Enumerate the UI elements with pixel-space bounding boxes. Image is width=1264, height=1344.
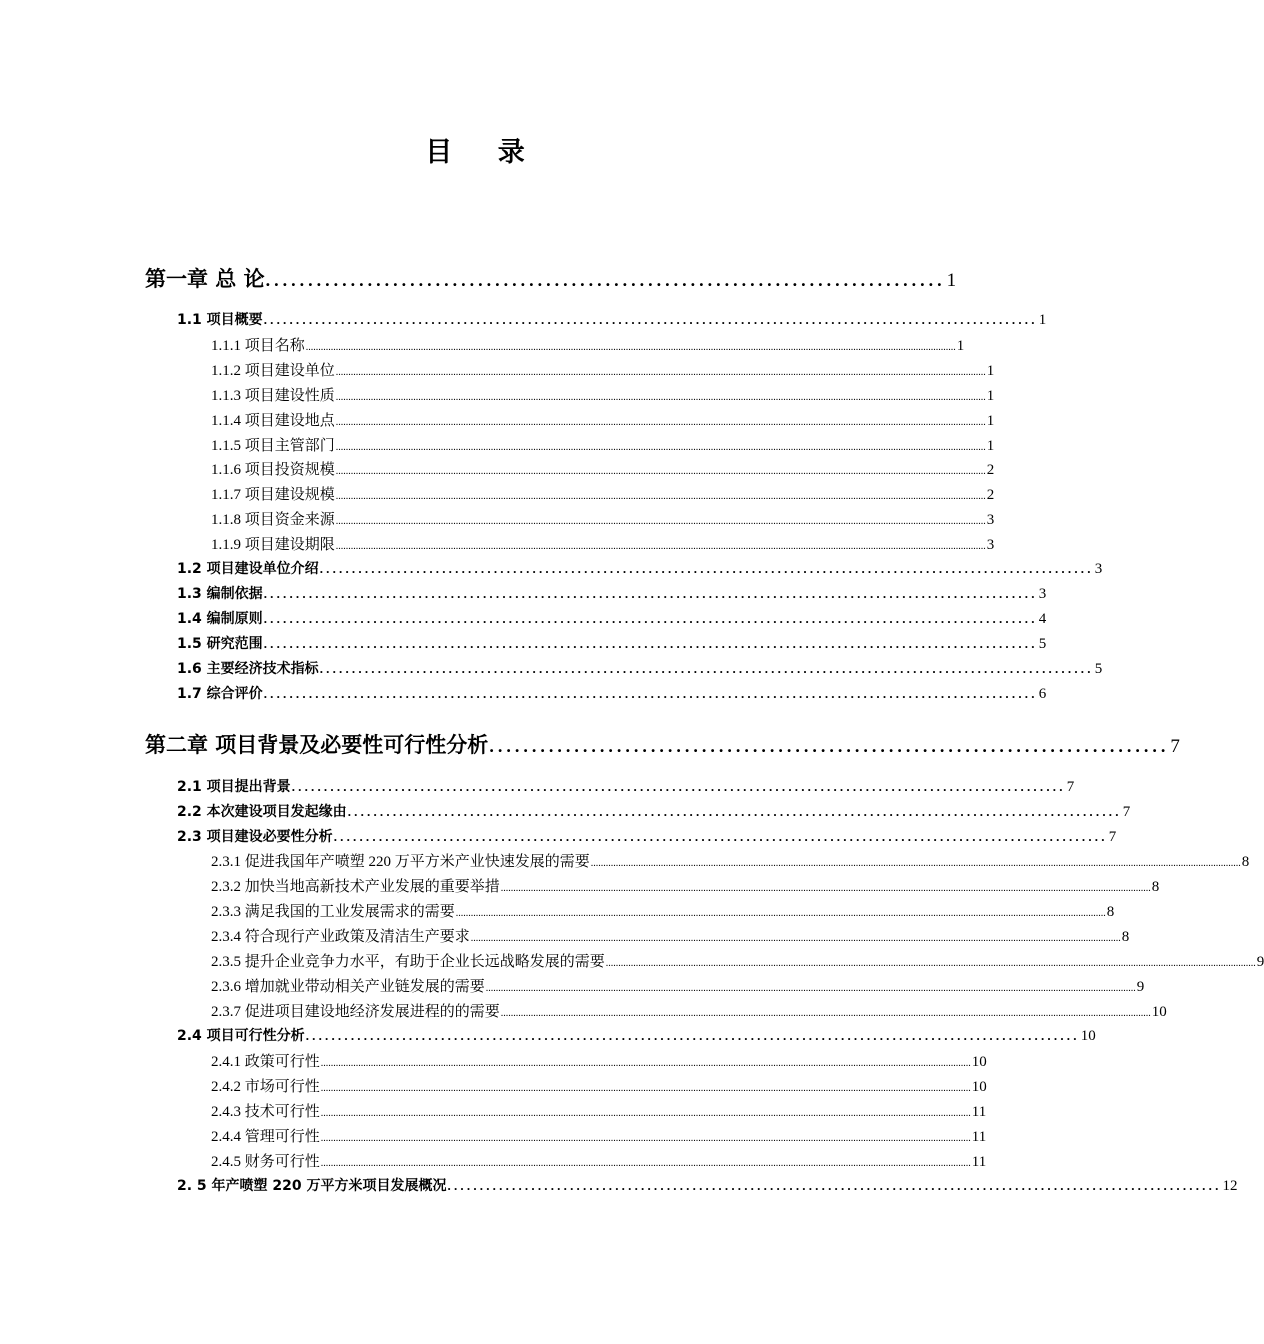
toc-page-number: 1 (986, 413, 995, 429)
toc-section-entry[interactable] (177, 1175, 1238, 1197)
toc-subsection-entry[interactable] (211, 1125, 987, 1147)
toc-leader-dots: ........................................................................................................................ (319, 561, 1094, 576)
toc-leader-dots: .................................................................................................................................................................................................................................................................... (485, 983, 1136, 994)
toc-leader-dots: .................................................................................................................................................................................................................................................................... (500, 883, 1151, 894)
toc-entry-label: 2.4.4 管理可行性 (211, 1129, 320, 1145)
toc-entry-label: 第一章 总 论 (145, 267, 265, 291)
toc-page-number: 8 (1241, 854, 1250, 870)
toc-subsection-entry[interactable] (211, 1000, 1167, 1022)
toc-leader-dots: ........................................................................................................................ (263, 312, 1038, 327)
toc-page-number: 6 (1038, 686, 1047, 702)
toc-page-number: 8 (1106, 904, 1115, 920)
toc-section-entry[interactable] (177, 608, 1047, 630)
toc-entry-label: 2.4.1 政策可行性 (211, 1054, 320, 1070)
toc-page-number: 12 (1222, 1178, 1238, 1194)
toc-subsection-entry[interactable] (211, 334, 965, 356)
toc-entry-label: 2.3.7 促进项目建设地经济发展进程的的需要 (211, 1004, 500, 1020)
toc-entry-label: 1.1.9 项目建设期限 (211, 537, 335, 553)
toc-page-number: 1 (986, 388, 995, 404)
toc-page-number: 3 (1038, 586, 1047, 602)
toc-page-number: 2 (986, 487, 995, 503)
toc-leader-dots: ................................................................................ (265, 270, 946, 290)
toc-leader-dots: .................................................................................................................................................................................................................................................................... (590, 858, 1241, 869)
toc-entry-label: 1.3 编制依据 (177, 586, 263, 602)
toc-leader-dots: .................................................................................................................................................................................................................................................................... (320, 1083, 971, 1094)
toc-page-number: 1 (956, 338, 965, 354)
toc-section-entry[interactable] (177, 633, 1047, 655)
toc-subsection-entry[interactable] (211, 359, 995, 381)
toc-page-number: 3 (986, 537, 995, 553)
toc-entry-label: 1.1.5 项目主管部门 (211, 438, 335, 454)
toc-entry-label: 2.2 本次建设项目发起缘由 (177, 804, 347, 820)
toc-entry-label: 1.1.7 项目建设规模 (211, 487, 335, 503)
toc-page-number: 8 (1151, 879, 1160, 895)
toc-leader-dots: .................................................................................................................................................................................................................................................................... (320, 1108, 971, 1119)
toc-subsection-entry[interactable] (211, 975, 1145, 997)
toc-leader-dots: .................................................................................................................................................................................................................................................................... (320, 1058, 971, 1069)
toc-entry-label: 2.4 项目可行性分析 (177, 1028, 305, 1044)
toc-entry-label: 2.4.2 市场可行性 (211, 1079, 320, 1095)
toc-page-number: 3 (1094, 561, 1103, 577)
toc-leader-dots: .................................................................................................................................................................................................................................................................... (335, 392, 986, 403)
toc-section-entry[interactable] (177, 558, 1103, 580)
toc-page-number: 9 (1136, 979, 1145, 995)
toc-page-number: 1 (986, 438, 995, 454)
toc-entry-label: 1.1.8 项目资金来源 (211, 512, 335, 528)
toc-entry-label: 第二章 项目背景及必要性可行性分析 (145, 733, 489, 757)
toc-entry-label: 1.7 综合评价 (177, 686, 263, 702)
toc-page-number: 11 (971, 1104, 987, 1120)
toc-leader-dots: ........................................................................................................................ (347, 804, 1122, 819)
toc-leader-dots: ........................................................................................................................ (447, 1178, 1222, 1193)
toc-section-entry[interactable] (177, 583, 1047, 605)
page-title: 目 录 (425, 137, 543, 168)
toc-entry-label: 1.2 项目建设单位介绍 (177, 561, 319, 577)
toc-subsection-entry[interactable] (211, 1100, 987, 1122)
toc-leader-dots: ........................................................................................................................ (319, 661, 1094, 676)
toc-page-number: 5 (1038, 636, 1047, 652)
toc-subsection-entry[interactable] (211, 875, 1160, 897)
toc-page-number: 7 (1122, 804, 1131, 820)
toc-leader-dots: .................................................................................................................................................................................................................................................................... (320, 1133, 971, 1144)
toc-entry-label: 1.6 主要经济技术指标 (177, 661, 319, 677)
toc-section-entry[interactable] (177, 826, 1117, 848)
toc-subsection-entry[interactable] (211, 900, 1115, 922)
toc-page-number: 10 (971, 1079, 987, 1095)
toc-section-entry[interactable] (177, 658, 1103, 680)
toc-entry-label: 1.1.6 项目投资规模 (211, 462, 335, 478)
toc-leader-dots: .................................................................................................................................................................................................................................................................... (470, 933, 1121, 944)
toc-section-entry[interactable] (177, 776, 1075, 798)
toc-page-number: 8 (1121, 929, 1130, 945)
toc-entry-label: 2.3.4 符合现行产业政策及清洁生产要求 (211, 929, 470, 945)
toc-section-entry[interactable] (177, 801, 1131, 823)
toc-section-entry[interactable] (177, 1025, 1096, 1047)
toc-subsection-entry[interactable] (211, 925, 1130, 947)
toc-leader-dots: .................................................................................................................................................................................................................................................................... (335, 491, 986, 502)
toc-leader-dots: ................................................................................ (489, 736, 1170, 756)
toc-entry-label: 2.1 项目提出背景 (177, 779, 291, 795)
toc-subsection-entry[interactable] (211, 850, 1250, 872)
toc-leader-dots: .................................................................................................................................................................................................................................................................... (335, 367, 986, 378)
toc-section-entry[interactable] (177, 683, 1047, 705)
toc-chapter-entry[interactable] (145, 263, 957, 295)
toc-page-number: 10 (1151, 1004, 1167, 1020)
toc-subsection-entry[interactable] (211, 508, 995, 530)
toc-entry-label: 2.3.6 增加就业带动相关产业链发展的需要 (211, 979, 485, 995)
toc-section-entry[interactable] (177, 309, 1047, 331)
toc-page-number: 4 (1038, 611, 1047, 627)
toc-leader-dots: .................................................................................................................................................................................................................................................................... (335, 516, 986, 527)
toc-subsection-entry[interactable] (211, 409, 995, 431)
toc-chapter-entry[interactable] (145, 729, 1180, 761)
toc-page-number: 11 (971, 1154, 987, 1170)
toc-entry-label: 1.1.4 项目建设地点 (211, 413, 335, 429)
toc-entry-label: 2.4.3 技术可行性 (211, 1104, 320, 1120)
toc-page-number: 7 (1170, 736, 1180, 757)
toc-entry-label: 2.4.5 财务可行性 (211, 1154, 320, 1170)
toc-page-number: 1 (946, 270, 957, 291)
toc-page-number: 2 (986, 462, 995, 478)
toc-leader-dots: .................................................................................................................................................................................................................................................................... (335, 417, 986, 428)
toc-leader-dots: .................................................................................................................................................................................................................................................................... (305, 342, 956, 353)
toc-leader-dots: ........................................................................................................................ (263, 611, 1038, 626)
toc-leader-dots: ........................................................................................................................ (263, 686, 1038, 701)
toc-subsection-entry[interactable] (211, 1150, 987, 1172)
toc-subsection-entry[interactable] (211, 434, 995, 456)
toc-subsection-entry[interactable] (211, 533, 995, 555)
toc-page-number: 3 (986, 512, 995, 528)
toc-page-number: 1 (1038, 312, 1047, 328)
toc-page-number: 7 (1066, 779, 1075, 795)
toc-leader-dots: ........................................................................................................................ (263, 636, 1038, 651)
toc-entry-label: 1.1 项目概要 (177, 312, 263, 328)
toc-entry-label: 1.1.2 项目建设单位 (211, 363, 335, 379)
toc-page-number: 5 (1094, 661, 1103, 677)
toc-leader-dots: .................................................................................................................................................................................................................................................................... (335, 466, 986, 477)
toc-page-number: 7 (1108, 829, 1117, 845)
toc-page-number: 10 (1080, 1028, 1096, 1044)
toc-leader-dots: ........................................................................................................................ (305, 1028, 1080, 1043)
toc-subsection-entry[interactable] (211, 384, 995, 406)
toc-entry-label: 1.4 编制原则 (177, 611, 263, 627)
toc-leader-dots: .................................................................................................................................................................................................................................................................... (455, 908, 1106, 919)
toc-entry-label: 2.3.5 提升企业竞争力水平，有助于企业长远战略发展的需要 (211, 954, 605, 970)
toc-leader-dots: .................................................................................................................................................................................................................................................................... (605, 958, 1256, 969)
toc-leader-dots: .................................................................................................................................................................................................................................................................... (500, 1008, 1151, 1019)
toc-subsection-entry[interactable] (211, 1050, 987, 1072)
toc-entry-label: 2.3.3 满足我国的工业发展需求的需要 (211, 904, 455, 920)
toc-leader-dots: .................................................................................................................................................................................................................................................................... (335, 442, 986, 453)
toc-page-number: 9 (1256, 954, 1264, 970)
toc-page-number: 1 (986, 363, 995, 379)
toc-leader-dots: ........................................................................................................................ (333, 829, 1108, 844)
toc-entry-label: 2.3.2 加快当地高新技术产业发展的重要举措 (211, 879, 500, 895)
toc-leader-dots: ........................................................................................................................ (263, 586, 1038, 601)
toc-entry-label: 2.3 项目建设必要性分析 (177, 829, 333, 845)
toc-subsection-entry[interactable] (211, 483, 995, 505)
toc-leader-dots: .................................................................................................................................................................................................................................................................... (335, 541, 986, 552)
toc-page-number: 10 (971, 1054, 987, 1070)
toc-subsection-entry[interactable] (211, 458, 995, 480)
toc-leader-dots: .................................................................................................................................................................................................................................................................... (320, 1158, 971, 1169)
toc-subsection-entry[interactable] (211, 1075, 987, 1097)
toc-entry-label: 2.3.1 促进我国年产喷塑 220 万平方米产业快速发展的需要 (211, 854, 590, 870)
toc-entry-label: 1.1.1 项目名称 (211, 338, 305, 354)
toc-subsection-entry[interactable] (211, 950, 1264, 972)
toc-leader-dots: ........................................................................................................................ (291, 779, 1066, 794)
toc-entry-label: 1.5 研究范围 (177, 636, 263, 652)
toc-page-number: 11 (971, 1129, 987, 1145)
toc-entry-label: 2. 5 年产喷塑 220 万平方米项目发展概况 (177, 1178, 447, 1194)
toc-entry-label: 1.1.3 项目建设性质 (211, 388, 335, 404)
